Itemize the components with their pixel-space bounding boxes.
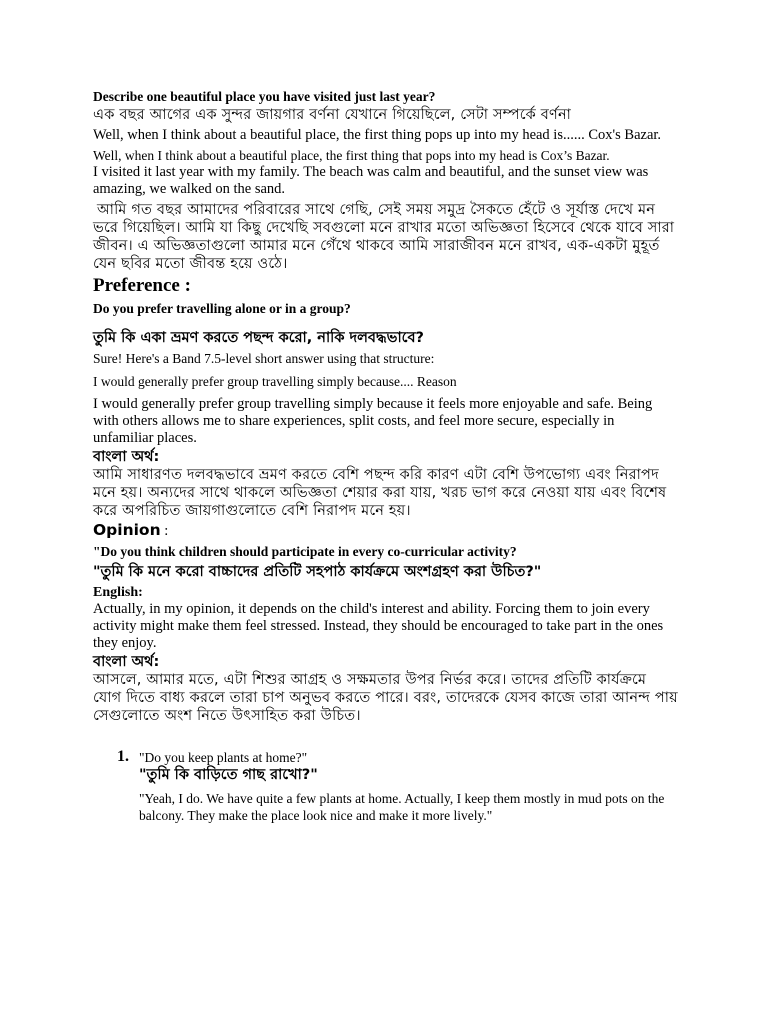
answer-full: Well, when I think about a beautiful place, the first thing that pops into my head is Cox’s Bazar. xyxy=(93,148,610,163)
answer-plants: "Yeah, I do. We have quite a few plants at home. Actually, I keep them mostly in mud pots on the balcony. They make the place look nice and make it more lively." xyxy=(139,791,665,823)
list-item xyxy=(93,749,678,824)
question-plants: "Do you keep plants at home?" xyxy=(139,750,308,765)
question-travel-preference-bn: তুমি কি একা ভ্রমণ করতে পছন্দ করো, নাকি দলবদ্ধভাবে? xyxy=(93,330,424,346)
answer-bn: আমি গত বছর আমাদের পরিবারের সাথে গেছি, সেই সময় সমুদ্র সৈকতে হেঁটে ও সূর্যাস্ত দেখে মন ভরে গিয়েছিল। আমি যা কিছু দেখেছি সবগুলো মনে রাখার মতো অভিজ্ঞতা হিসেবে থেকে যাবে সারা জীবন। এ অভিজ্ঞতাগুলো আমার মনে গেঁথে থাকবে আমি সারাজীবন মনে রাখব, এক-একটা মুহূর্ত যেন ছবির মতো জীবন্ত হয়ে ওঠে। xyxy=(93,202,675,272)
answer-travel-bn: আমি সাধারণত দলবদ্ধভাবে ভ্রমণ করতে বেশি পছন্দ করি কারণ এটা বেশি উপভোগ্য এবং নিরাপদ মনে হয়। অন্যদের সাথে থাকলে অভিজ্ঞতা শেয়ার করা যায়, খরচ ভাগ করে নেওয়া যায় এবং বিশেষ করে অপরিচিত জায়গাগুলোতে বেশি নিরাপদ মনে হয়। xyxy=(93,467,667,519)
bangla-meaning-label-2: বাংলা অর্থ: xyxy=(93,654,160,670)
answer-template: Well, when I think about a beautiful place, the first thing pops up into my head is...... Cox's Bazar. xyxy=(93,127,662,143)
question-cocurricular: "Do you think children should participate in every co-curricular activity? xyxy=(93,544,517,559)
document-body xyxy=(93,88,678,824)
heading-opinion xyxy=(93,521,678,540)
question-cocurricular-bn: "তুমি কি মনে করো বাচ্চাদের প্রতিটি সহপাঠ কার্যক্রমে অংশগ্রহণ করা উচিত?" xyxy=(93,564,542,580)
question-plants-bn: "তুমি কি বাড়িতে গাছ রাখো?" xyxy=(139,767,318,783)
answer-cocurricular-bn: আসলে, আমার মতে, এটা শিশুর আগ্রহ ও সক্ষমতার উপর নির্ভর করে। তাদের প্রতিটি কার্যক্রমে যোগ দিতে বাধ্য করলে তারা চাপ অনুভব করতে পারে। বরং, তাদেরকে যেসব কাজে তারা আনন্দ পায় সেগুলোতে অংশ নিতে উৎসাহিত করা উচিত। xyxy=(93,672,678,724)
answer-detail: I visited it last year with my family. The beach was calm and beautiful, and the sunset view was amazing, we walked on the sand. xyxy=(93,164,649,197)
answer-template-travel: I would generally prefer group travelling simply because.... Reason xyxy=(93,374,457,389)
question-beautiful-place: Describe one beautiful place you have visited just last year? xyxy=(93,89,436,104)
answer-travel: I would generally prefer group travelling simply because it feels more enjoyable and safe. Being with others allows me to share experiences, split costs, and feel more secure, especially in unfamiliar places. xyxy=(93,396,653,446)
answer-intro: Sure! Here's a Band 7.5-level short answer using that structure: xyxy=(93,351,435,366)
heading-preference: Preference : xyxy=(93,275,191,296)
heading-opinion-word: Opinion xyxy=(93,521,161,539)
answer-cocurricular: Actually, in my opinion, it depends on the child's interest and ability. Forcing them to join every activity might make them feel stressed. Instead, they should be encouraged to take part in the ones they enjoy. xyxy=(93,601,664,651)
bangla-meaning-label: বাংলা অর্থ: xyxy=(93,449,160,465)
list-number: 1. xyxy=(117,748,129,765)
english-label: English: xyxy=(93,585,143,600)
question-travel-preference: Do you prefer travelling alone or in a group? xyxy=(93,301,351,316)
question-beautiful-place-bn: এক বছর আগের এক সুন্দর জায়গার বর্ণনা যেখানে গিয়েছিলে, সেটা সম্পর্কে বর্ণনা xyxy=(93,107,572,123)
heading-opinion-suffix: : xyxy=(160,523,169,539)
